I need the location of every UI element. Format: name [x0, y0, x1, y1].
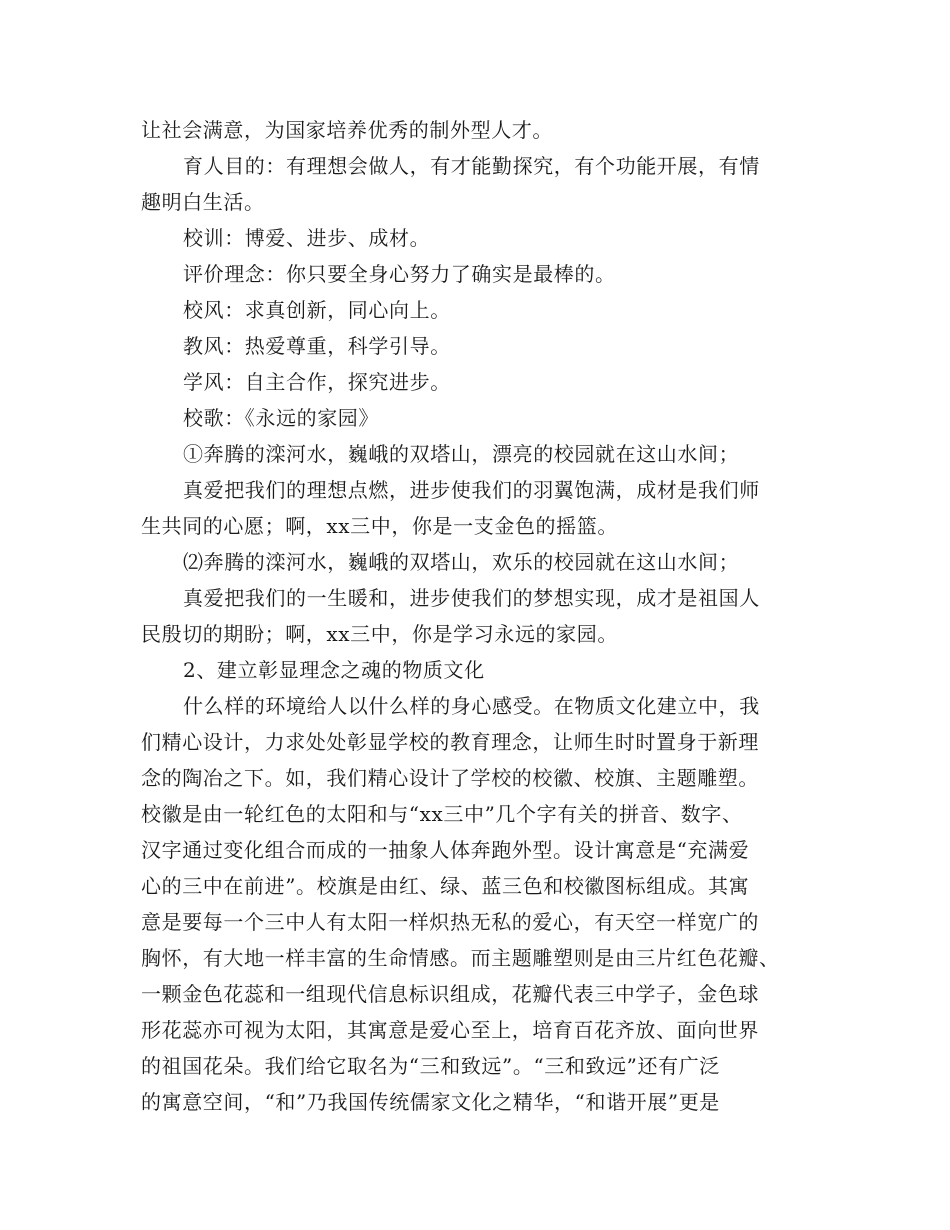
text-line: 汉字通过变化组合而成的一抽象人体奔跑外型。设计寓意是“充满爱	[141, 838, 750, 862]
text-line: 的寓意空间，“和”乃我国传统儒家文化之精华，“和谐开展”更是	[141, 1090, 720, 1114]
text-line: 一颗金色花蕊和一组现代信息标识组成，花瓣代表三中学子，金色球	[141, 982, 759, 1006]
document-body	[141, 112, 821, 1120]
text-line: 校风：求真创新，同心向上。	[183, 298, 451, 322]
text-line: 真爱把我们的理想点燃，进步使我们的羽翼饱满，成材是我们师	[183, 478, 760, 502]
text-line: 心的三中在前进”。校旗是由红、绿、蓝三色和校徽图标组成。其寓	[141, 874, 750, 898]
text-line: 校训：博爱、进步、成材。	[183, 226, 431, 250]
text-line: 民殷切的期盼；啊，xx三中，你是学习永远的家园。	[141, 622, 618, 646]
text-line: 校徽是由一轮红色的太阳和与“xx三中”几个字有关的拼音、数字、	[141, 802, 743, 826]
text-line: 念的陶冶之下。如，我们精心设计了学校的校徽、校旗、主题雕塑。	[141, 766, 759, 790]
text-line: 校歌：《永远的家园》	[183, 406, 379, 430]
text-line: 真爱把我们的一生暖和，进步使我们的梦想实现，成才是祖国人	[183, 586, 760, 610]
text-line: 学风：自主合作，探究进步。	[183, 370, 451, 394]
text-line: 让社会满意，为国家培养优秀的制外型人才。	[141, 118, 553, 142]
text-line: 们精心设计，力求处处彰显学校的教育理念，让师生时时置身于新理	[141, 730, 759, 754]
text-line: ①奔腾的滦河水，巍峨的双塔山，漂亮的校园就在这山水间；	[183, 442, 740, 466]
text-line: 生共同的心愿；啊，xx三中，你是一支金色的摇篮。	[141, 514, 618, 538]
section-heading: 2、建立彰显理念之魂的物质文化	[183, 658, 485, 682]
text-line: 胸怀，有大地一样丰富的生命情感。而主题雕塑则是由三片红色花瓣、	[141, 946, 780, 970]
text-line: 形花蕊亦可视为太阳，其寓意是爱心至上，培育百花齐放、面向世界	[141, 1018, 759, 1042]
text-line: 什么样的环境给人以什么样的身心感受。在物质文化建立中，我	[183, 694, 760, 718]
text-line: 的祖国花朵。我们给它取名为“三和致远”。“三和致远”还有广泛	[141, 1054, 720, 1078]
text-line: 育人目的：有理想会做人，有才能勤探究，有个功能开展，有情	[183, 154, 760, 178]
text-line: 教风：热爱尊重，科学引导。	[183, 334, 451, 358]
text-line: ⑵奔腾的滦河水，巍峨的双塔山，欢乐的校园就在这山水间；	[183, 550, 740, 574]
text-line: 意是要每一个三中人有太阳一样炽热无私的爱心，有天空一样宽广的	[141, 910, 759, 934]
text-line: 趣明白生活。	[141, 190, 265, 214]
text-line: 评价理念：你只要全身心努力了确实是最棒的。	[183, 262, 616, 286]
